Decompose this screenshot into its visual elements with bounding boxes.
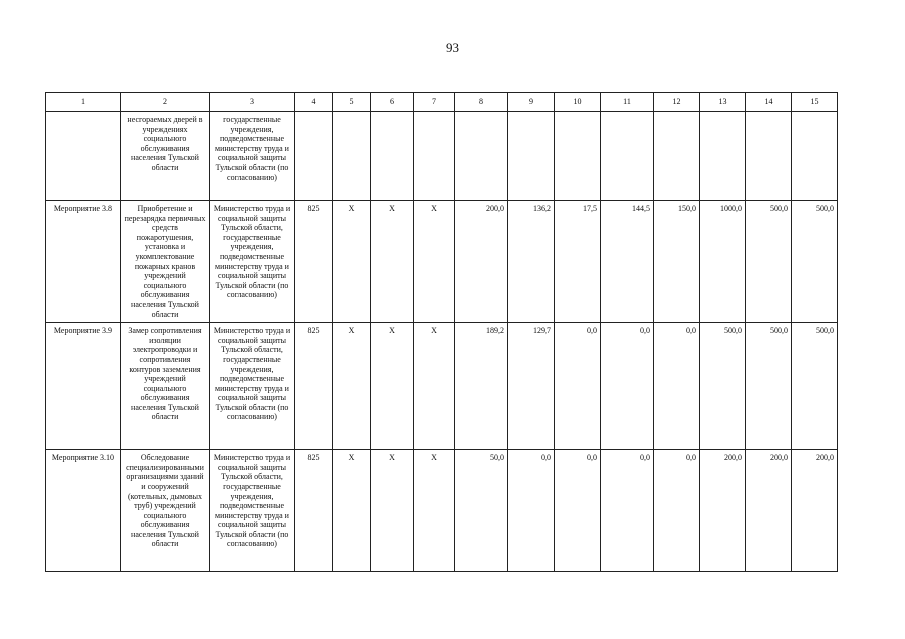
value-cell: 500,0 xyxy=(746,323,792,450)
table-cell xyxy=(746,112,792,201)
description-cell: Замер сопротивления изоляции электропроводки и сопротивления контуров заземления учреждений социального обслуживания населения Тульской области xyxy=(121,323,210,450)
value-cell: 200,0 xyxy=(455,201,508,323)
value-cell: 0,0 xyxy=(555,323,601,450)
table-cell xyxy=(295,112,333,201)
value-cell: 0,0 xyxy=(654,450,700,572)
value-cell: 500,0 xyxy=(746,201,792,323)
table-cell: X xyxy=(333,323,371,450)
table-row xyxy=(46,112,838,201)
table-cell xyxy=(601,112,654,201)
table-row xyxy=(46,323,838,450)
column-header: 1 xyxy=(46,93,121,112)
column-header: 9 xyxy=(508,93,555,112)
value-cell: 200,0 xyxy=(700,450,746,572)
table-cell: X xyxy=(371,201,414,323)
table-cell xyxy=(371,112,414,201)
table-cell xyxy=(654,112,700,201)
table-cell xyxy=(792,112,838,201)
code-cell: 825 xyxy=(295,323,333,450)
value-cell: 50,0 xyxy=(455,450,508,572)
measure-cell: Мероприятие 3.9 xyxy=(46,323,121,450)
value-cell: 200,0 xyxy=(792,450,838,572)
executor-cell: государственные учреждения, подведомственные министерству труда и социальной защиты Тульской области (по согласованию) xyxy=(210,112,295,201)
executor-cell: Министерство труда и социальной защиты Тульской области, государственные учреждения, подведомственные министерству труда и социальной защиты Тульской области (по согласованию) xyxy=(210,201,295,323)
column-header: 15 xyxy=(792,93,838,112)
measure-cell: Мероприятие 3.10 xyxy=(46,450,121,572)
column-header: 7 xyxy=(414,93,455,112)
table-cell xyxy=(414,112,455,201)
table-row xyxy=(46,450,838,572)
table-cell: X xyxy=(333,450,371,572)
program-table xyxy=(45,92,838,572)
description-cell: Приобретение и перезарядка первичных средств пожаротушения, установка и укомплектование пожарных кранов учреждений социального обслуживания населения Тульской области xyxy=(121,201,210,323)
description-cell: несгораемых дверей в учреждениях социального обслуживания населения Тульской области xyxy=(121,112,210,201)
table-cell: X xyxy=(414,201,455,323)
value-cell: 500,0 xyxy=(700,323,746,450)
column-header: 10 xyxy=(555,93,601,112)
table-row xyxy=(46,201,838,323)
description-cell: Обследование специализированными организациями зданий и сооружений (котельных, дымовых труб) учреждений социального обслуживания населения Тульской области xyxy=(121,450,210,572)
column-header: 11 xyxy=(601,93,654,112)
column-header: 3 xyxy=(210,93,295,112)
column-header: 8 xyxy=(455,93,508,112)
value-cell: 500,0 xyxy=(792,323,838,450)
value-cell: 0,0 xyxy=(601,450,654,572)
value-cell: 1000,0 xyxy=(700,201,746,323)
code-cell: 825 xyxy=(295,450,333,572)
value-cell: 189,2 xyxy=(455,323,508,450)
code-cell: 825 xyxy=(295,201,333,323)
column-header: 6 xyxy=(371,93,414,112)
value-cell: 0,0 xyxy=(601,323,654,450)
executor-cell: Министерство труда и социальной защиты Тульской области, государственные учреждения, подведомственные министерству труда и социальной защиты Тульской области (по согласованию) xyxy=(210,323,295,450)
value-cell: 0,0 xyxy=(654,323,700,450)
column-header: 12 xyxy=(654,93,700,112)
column-header: 13 xyxy=(700,93,746,112)
table-cell xyxy=(700,112,746,201)
value-cell: 200,0 xyxy=(746,450,792,572)
column-header: 14 xyxy=(746,93,792,112)
value-cell: 136,2 xyxy=(508,201,555,323)
table-cell: X xyxy=(333,201,371,323)
table-cell: X xyxy=(371,323,414,450)
measure-cell xyxy=(46,112,121,201)
column-header: 2 xyxy=(121,93,210,112)
table-cell xyxy=(333,112,371,201)
table-cell: X xyxy=(414,450,455,572)
value-cell: 144,5 xyxy=(601,201,654,323)
page-number: 93 xyxy=(446,40,459,55)
header-row xyxy=(46,93,838,112)
value-cell: 17,5 xyxy=(555,201,601,323)
column-header: 5 xyxy=(333,93,371,112)
value-cell: 129,7 xyxy=(508,323,555,450)
table-cell: X xyxy=(414,323,455,450)
column-header: 4 xyxy=(295,93,333,112)
measure-cell: Мероприятие 3.8 xyxy=(46,201,121,323)
table-cell: X xyxy=(371,450,414,572)
executor-cell: Министерство труда и социальной защиты Тульской области, государственные учреждения, подведомственные министерству труда и социальной защиты Тульской области (по согласованию) xyxy=(210,450,295,572)
value-cell: 0,0 xyxy=(508,450,555,572)
table-cell xyxy=(555,112,601,201)
value-cell: 500,0 xyxy=(792,201,838,323)
value-cell: 0,0 xyxy=(555,450,601,572)
value-cell: 150,0 xyxy=(654,201,700,323)
table-cell xyxy=(508,112,555,201)
table-cell xyxy=(455,112,508,201)
